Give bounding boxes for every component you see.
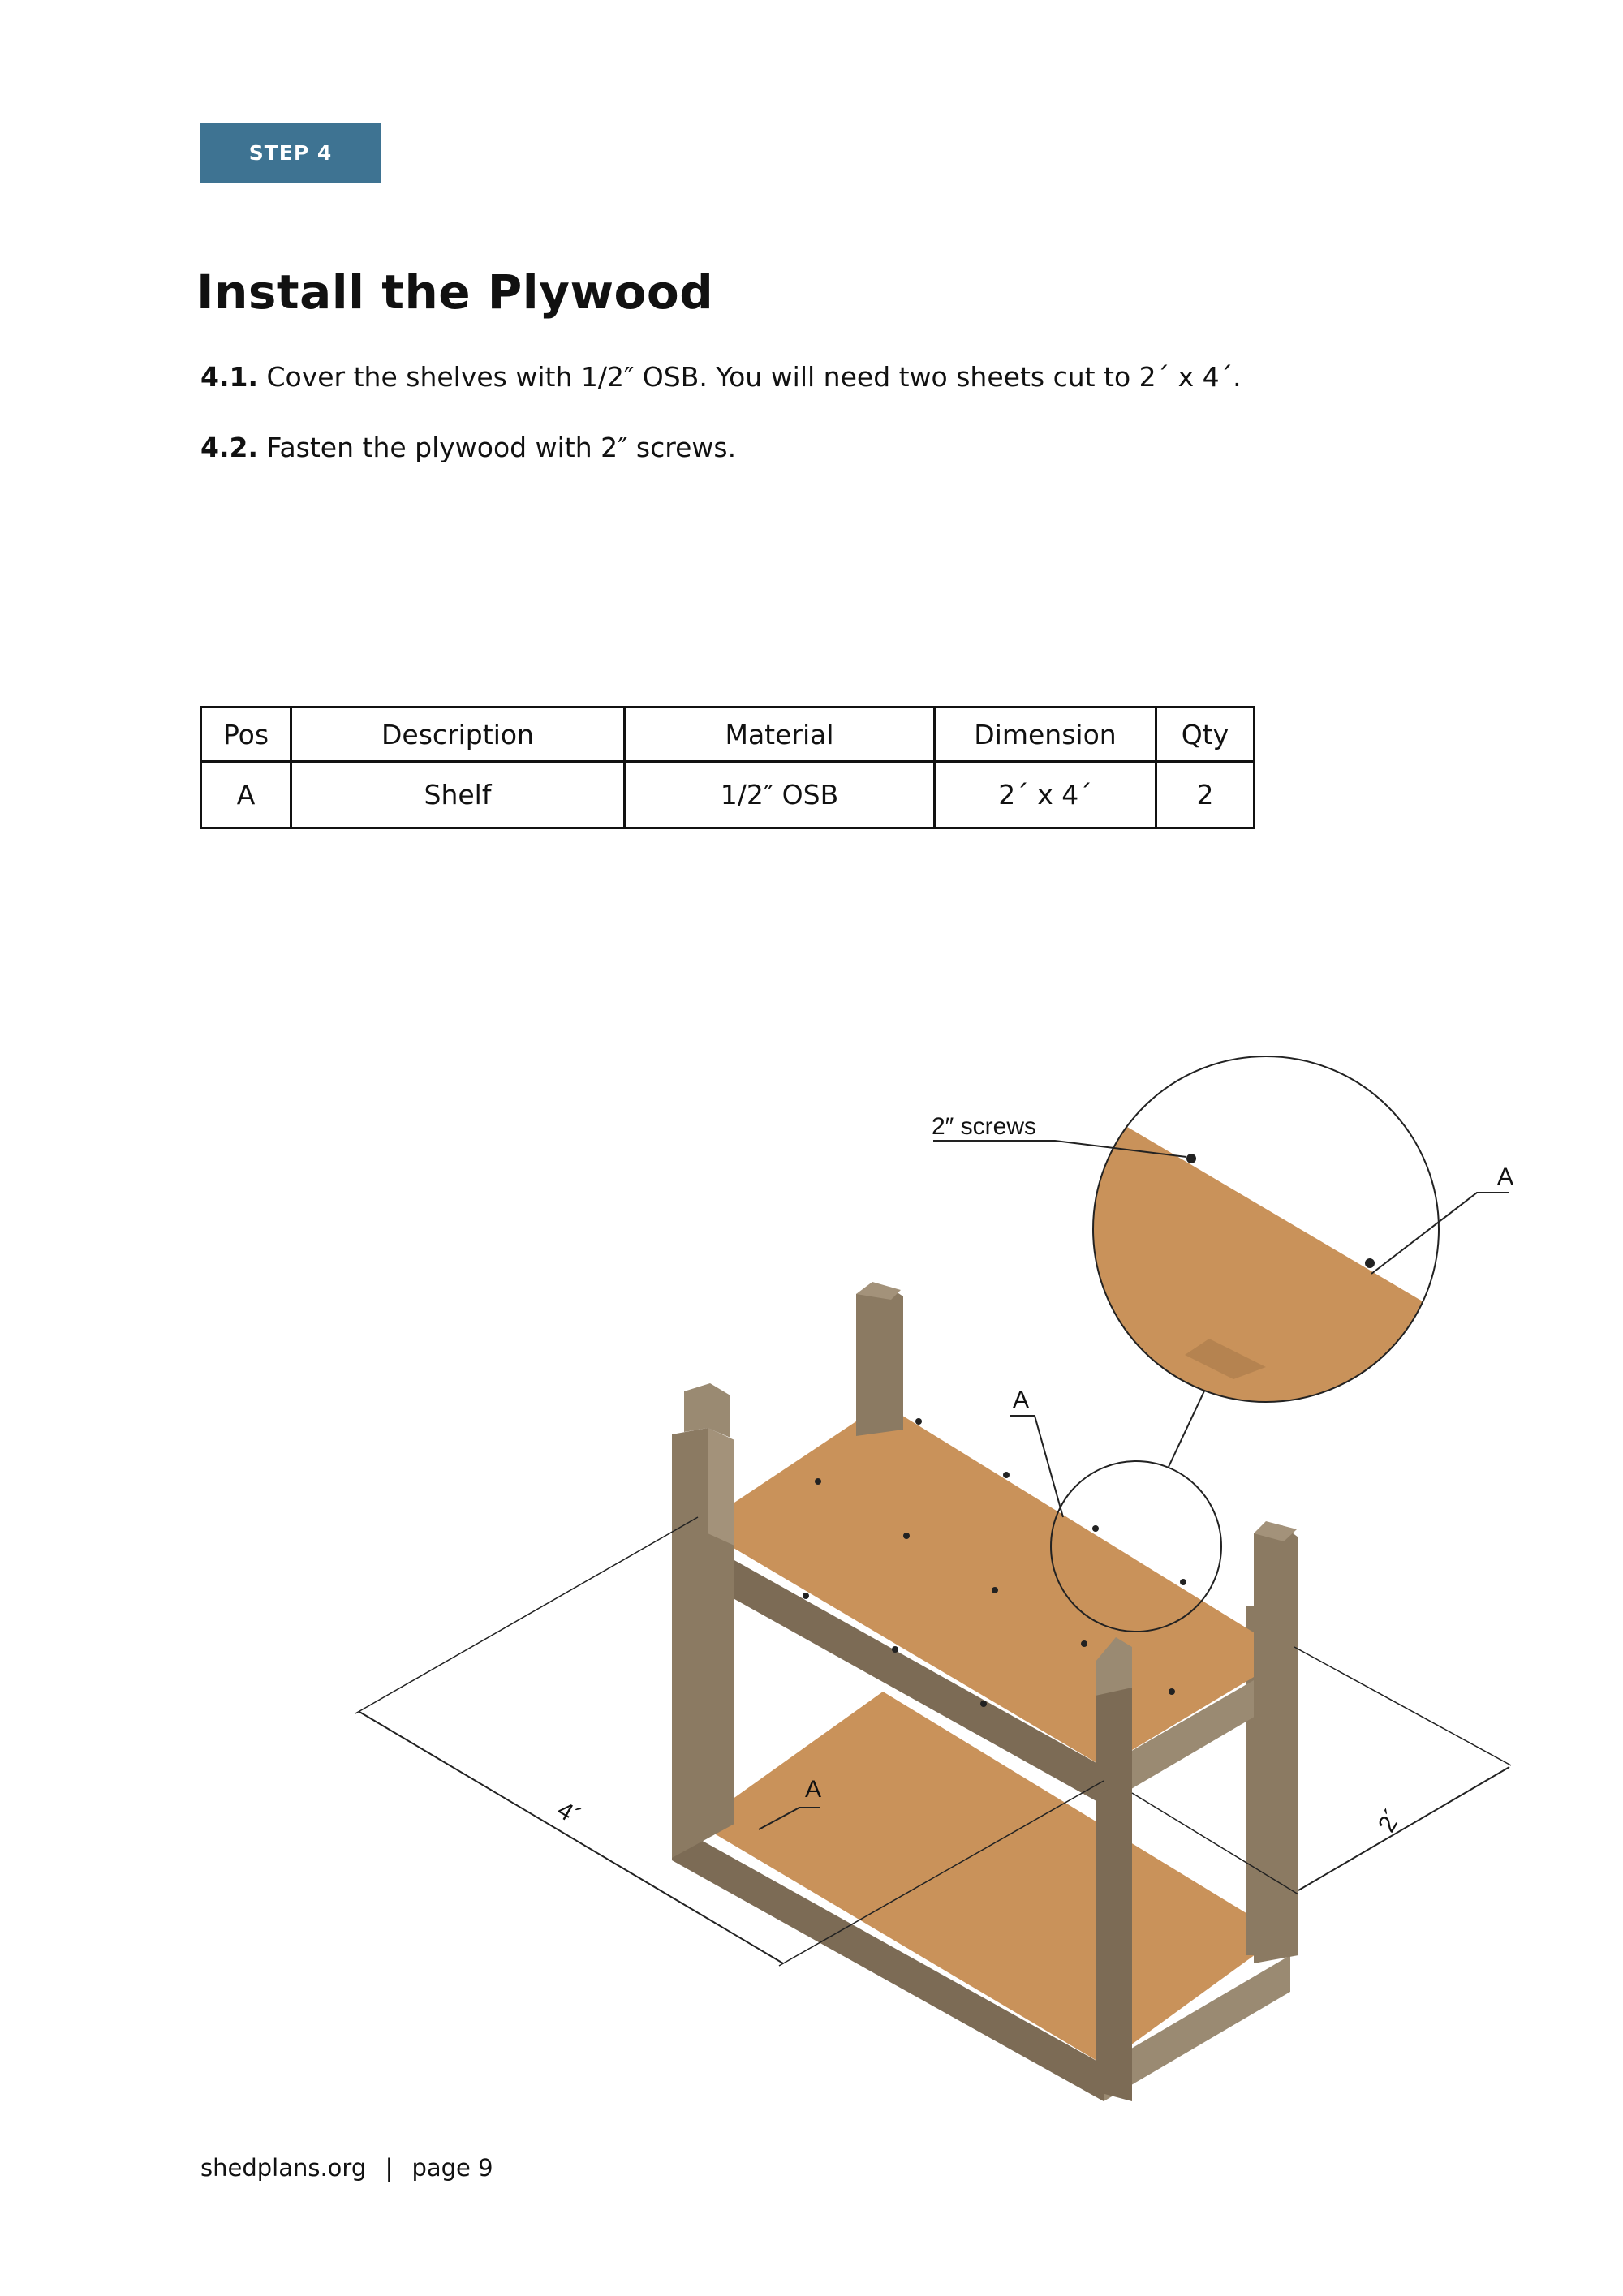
back-leg-left: [856, 1288, 903, 1436]
cell-material: 1/2″ OSB: [625, 762, 935, 828]
footer-site: shedplans.org: [200, 2154, 367, 2182]
dim-2-ext-2: [1294, 1647, 1511, 1765]
label-screws: 2″ screws: [932, 1113, 1036, 1140]
detail-screw-2: [1365, 1258, 1375, 1268]
cell-qty: 2: [1156, 762, 1255, 828]
dim-4-ext-1: [355, 1517, 698, 1713]
footer-separator: |: [385, 2154, 394, 2182]
instruction-text: Fasten the plywood with 2″ screws.: [258, 432, 737, 463]
step-badge: STEP 4: [200, 123, 381, 183]
page-footer: [200, 2154, 493, 2182]
dim-2-line: [1298, 1767, 1509, 1890]
header-dimension: Dimension: [935, 707, 1156, 762]
page-title: Install the Plywood: [196, 264, 714, 320]
instruction-text: Cover the shelves with 1/2″ OSB. You will need two sheets cut to 2´ x 4´.: [258, 361, 1242, 393]
cell-description: Shelf: [291, 762, 625, 828]
front-leg-left-side: [708, 1428, 734, 1546]
label-dim-length: 4´: [553, 1796, 585, 1831]
instruction-number: 4.1.: [200, 361, 258, 393]
cell-dimension: 2´ x 4´: [935, 762, 1156, 828]
label-a-top: A: [1013, 1387, 1030, 1413]
header-material: Material: [625, 707, 935, 762]
label-dim-width: 2´: [1373, 1804, 1408, 1837]
label-a-detail: A: [1497, 1163, 1514, 1190]
header-description: Description: [291, 707, 625, 762]
detail-magnified-view: [1087, 1055, 1444, 1412]
cell-pos: A: [201, 762, 291, 828]
front-leg-center: [1096, 1671, 1132, 2101]
instruction-number: 4.2.: [200, 432, 258, 463]
front-leg-right-back: [1254, 1525, 1298, 1963]
header-qty: Qty: [1156, 707, 1255, 762]
label-a-bottom: A: [805, 1776, 822, 1803]
footer-page-number: page 9: [411, 2154, 493, 2182]
detail-screw-1: [1186, 1154, 1196, 1163]
header-pos: Pos: [201, 707, 291, 762]
